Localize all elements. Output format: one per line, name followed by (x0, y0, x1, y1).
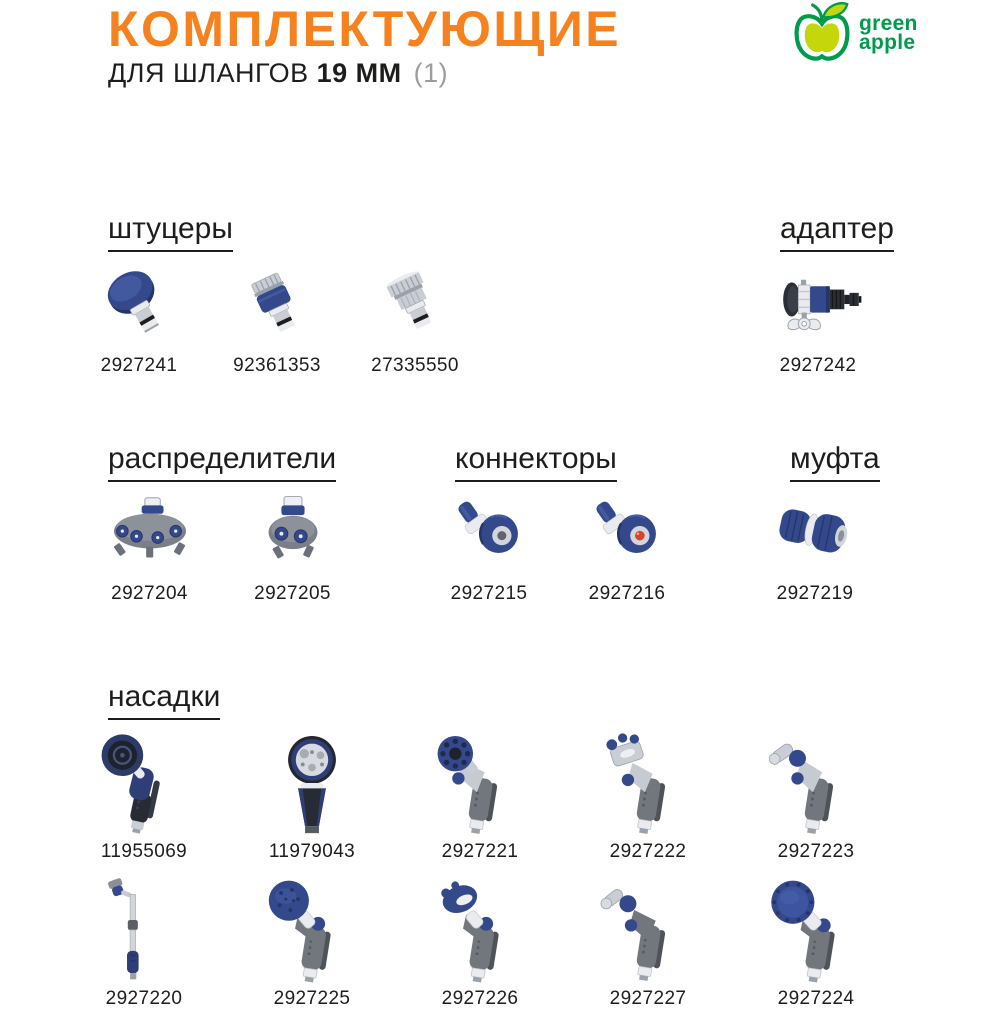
tap-fitting-threaded-icon (226, 260, 328, 352)
subtitle-page-note: (1) (413, 58, 449, 88)
product-code: 2927219 (776, 583, 854, 604)
spray-gun-multi-pattern-icon (426, 728, 534, 838)
section-konnektory (420, 442, 696, 605)
product-item (60, 875, 228, 1010)
brand-name-line2: apple (859, 31, 916, 54)
product-code: 2927205 (254, 583, 331, 604)
page-title: КОМПЛЕКТУЮЩИЕ (108, 1, 622, 57)
product-code: 2927224 (777, 988, 855, 1009)
brand-name-line1: green (859, 12, 918, 35)
hose-connector-icon (438, 490, 540, 580)
product-item (558, 490, 696, 605)
product-item (70, 260, 208, 377)
spray-gun-wide-shower-icon (762, 875, 870, 985)
subtitle-hose-size: 19 ММ (316, 58, 402, 88)
spray-gun-straight-tip-icon (594, 875, 702, 985)
product-item (748, 260, 888, 377)
brand-logo (794, 1, 918, 65)
brand-name (859, 14, 918, 52)
section-title-adapter: адаптер (780, 212, 894, 252)
spray-gun-adjustable-icon (762, 728, 870, 838)
product-list (748, 260, 894, 377)
product-code: 11979043 (268, 841, 356, 862)
product-code: 2927227 (609, 988, 687, 1009)
section-shtutsery (70, 212, 484, 377)
product-code: 2927220 (105, 988, 183, 1009)
product-item (221, 490, 364, 605)
section-title-mufta: муфта (790, 442, 880, 482)
distributor-4-way-icon (84, 490, 216, 580)
hose-connector-aquastop-icon (576, 490, 678, 580)
product-code: 2927222 (609, 841, 687, 862)
product-list (420, 490, 696, 605)
product-code: 11955069 (100, 841, 188, 862)
section-title-nasadki: насадки (108, 680, 220, 720)
product-code: 2927215 (450, 583, 528, 604)
product-item (755, 490, 875, 605)
product-code: 2927242 (779, 355, 857, 376)
distributor-2-way-icon (227, 490, 359, 580)
spray-gun-shower-head-icon (258, 875, 366, 985)
section-raspredeliteli (78, 442, 364, 605)
section-title-shtutsery: штуцеры (108, 212, 233, 252)
product-item (564, 875, 732, 1010)
section-nasadki (60, 680, 900, 1010)
product-code: 2927226 (441, 988, 519, 1009)
product-code: 27335550 (371, 355, 459, 376)
product-item (78, 490, 221, 605)
product-code: 2927221 (441, 841, 519, 862)
section-adapter (748, 212, 894, 377)
product-item (60, 728, 228, 863)
product-code: 2927216 (588, 583, 666, 604)
section-title-raspredeliteli: распределители (108, 442, 336, 482)
product-item (732, 728, 900, 863)
green-apple-logo-icon (794, 1, 850, 65)
product-item (208, 260, 346, 377)
product-list (755, 490, 880, 605)
shower-nozzle-top-icon (258, 728, 366, 838)
product-item (396, 728, 564, 863)
tap-fitting-gray-icon (364, 260, 466, 352)
section-mufta (755, 442, 880, 605)
spray-gun-round-head-icon (90, 728, 198, 838)
telescopic-wand-icon (90, 875, 198, 985)
product-list (70, 260, 484, 377)
product-item (564, 728, 732, 863)
product-item (346, 260, 484, 377)
hose-coupling-icon (764, 490, 866, 580)
page-subtitle (108, 58, 448, 89)
product-item (228, 875, 396, 1010)
product-list (60, 728, 900, 1010)
product-code: 2927241 (100, 355, 178, 376)
product-code: 2927223 (777, 841, 855, 862)
product-item (732, 875, 900, 1010)
product-code: 92361353 (233, 355, 321, 376)
section-title-konnektory: коннекторы (455, 442, 617, 482)
spray-gun-metal-head-icon (594, 728, 702, 838)
product-item (420, 490, 558, 605)
product-item (396, 875, 564, 1010)
tap-fitting-blue-icon (88, 260, 190, 352)
product-code: 2927225 (273, 988, 351, 1009)
adapter-icon (755, 260, 881, 352)
product-code: 2927204 (111, 583, 188, 604)
subtitle-regular: ДЛЯ ШЛАНГОВ (108, 58, 309, 88)
spray-gun-dial-head-icon (426, 875, 534, 985)
product-list (78, 490, 364, 605)
product-item (228, 728, 396, 863)
